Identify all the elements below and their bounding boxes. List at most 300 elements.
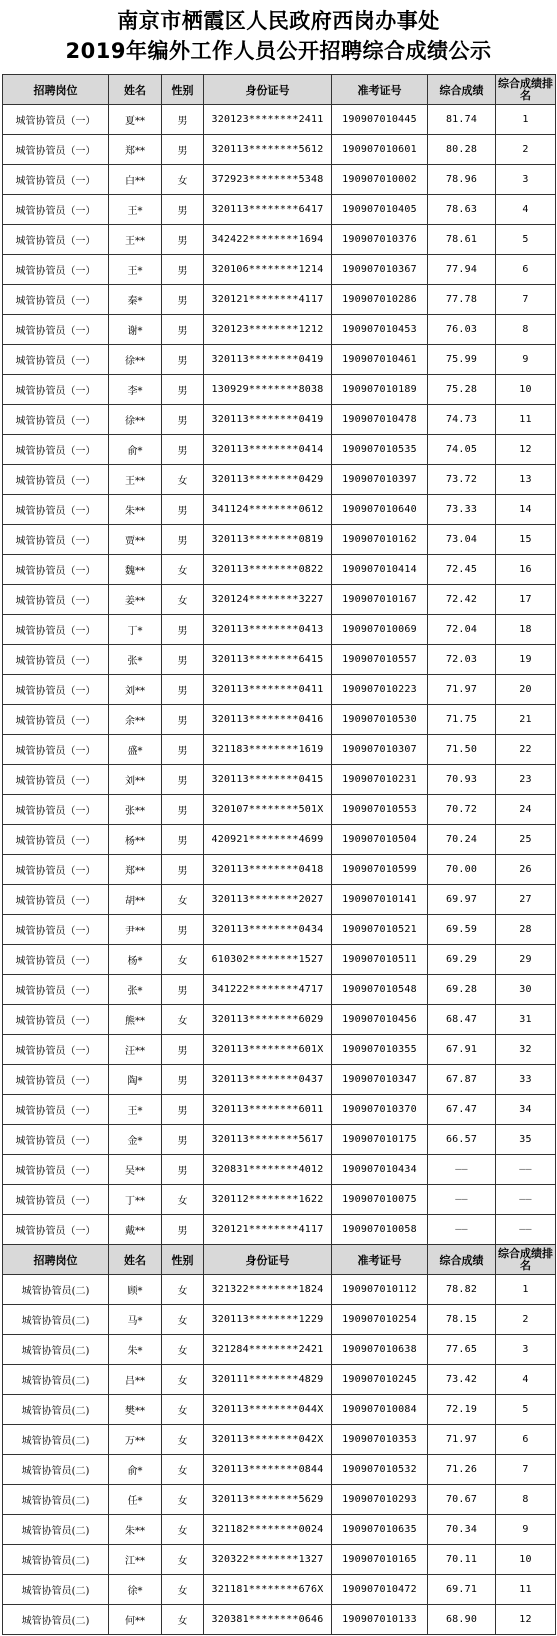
cell-score: 69.71	[428, 1575, 496, 1605]
table-row	[3, 645, 556, 675]
cell-position: 城管协管员（一）	[3, 225, 109, 255]
cell-rank: 34	[496, 1095, 556, 1125]
cell-score: 73.04	[428, 525, 496, 555]
cell-rank: 8	[496, 315, 556, 345]
cell-position: 城管协管员（一）	[3, 465, 109, 495]
cell-rank: 8	[496, 1485, 556, 1515]
cell-ticket-number: 190907010167	[332, 585, 428, 615]
cell-position: 城管协管员（一）	[3, 645, 109, 675]
cell-id-number: 320113********6011	[204, 1095, 332, 1125]
cell-name: 杨**	[109, 825, 162, 855]
cell-name: 郑**	[109, 855, 162, 885]
cell-ticket-number: 190907010640	[332, 495, 428, 525]
cell-name: 江**	[109, 1545, 162, 1575]
cell-rank: 12	[496, 1605, 556, 1635]
cell-id-number: 320113********0434	[204, 915, 332, 945]
cell-position: 城管协管员（一）	[3, 435, 109, 465]
cell-gender: 男	[162, 735, 204, 765]
cell-rank: 26	[496, 855, 556, 885]
cell-rank: 14	[496, 495, 556, 525]
cell-ticket-number: 190907010165	[332, 1545, 428, 1575]
table-row	[3, 915, 556, 945]
cell-name: 金*	[109, 1125, 162, 1155]
table-row	[3, 855, 556, 885]
cell-gender: 女	[162, 1275, 204, 1305]
cell-name: 刘**	[109, 765, 162, 795]
cell-rank: 6	[496, 1425, 556, 1455]
cell-id-number: 320113********6029	[204, 1005, 332, 1035]
cell-position: 城管协管员（一）	[3, 1005, 109, 1035]
cell-position: 城管协管员（一）	[3, 315, 109, 345]
cell-name: 夏**	[109, 105, 162, 135]
cell-name: 何**	[109, 1605, 162, 1635]
cell-position: 城管协管员（一）	[3, 825, 109, 855]
cell-position: 城管协管员（一）	[3, 555, 109, 585]
cell-score: 71.97	[428, 675, 496, 705]
cell-gender: 男	[162, 525, 204, 555]
table-row	[3, 1305, 556, 1335]
cell-rank: 2	[496, 1305, 556, 1335]
table-row	[3, 1215, 556, 1245]
cell-name: 姜**	[109, 585, 162, 615]
cell-gender: 男	[162, 795, 204, 825]
cell-gender: 女	[162, 885, 204, 915]
cell-score: 70.67	[428, 1485, 496, 1515]
table-header-row	[3, 75, 556, 105]
cell-position: 城管协管员(二)	[3, 1365, 109, 1395]
cell-ticket-number: 190907010231	[332, 765, 428, 795]
cell-score: 67.87	[428, 1065, 496, 1095]
table-row	[3, 735, 556, 765]
cell-gender: 男	[162, 855, 204, 885]
cell-rank: 12	[496, 435, 556, 465]
cell-id-number: 320121********4117	[204, 1215, 332, 1245]
cell-gender: 男	[162, 315, 204, 345]
cell-score: 71.75	[428, 705, 496, 735]
cell-position: 城管协管员（一）	[3, 1215, 109, 1245]
cell-position: 城管协管员(二)	[3, 1335, 109, 1365]
cell-position: 城管协管员(二)	[3, 1485, 109, 1515]
table-row	[3, 525, 556, 555]
results-table	[2, 74, 556, 1635]
cell-rank: 29	[496, 945, 556, 975]
cell-position: 城管协管员（一）	[3, 375, 109, 405]
cell-rank: 13	[496, 465, 556, 495]
table-header-row	[3, 1245, 556, 1275]
cell-rank: 25	[496, 825, 556, 855]
cell-position: 城管协管员（一）	[3, 1095, 109, 1125]
table-row	[3, 165, 556, 195]
cell-gender: 男	[162, 435, 204, 465]
cell-ticket-number: 190907010353	[332, 1425, 428, 1455]
cell-id-number: 320831********4012	[204, 1155, 332, 1185]
cell-score: 81.74	[428, 105, 496, 135]
cell-position: 城管协管员(二)	[3, 1395, 109, 1425]
cell-score: 70.24	[428, 825, 496, 855]
cell-score: 72.45	[428, 555, 496, 585]
cell-rank: 23	[496, 765, 556, 795]
table-row	[3, 675, 556, 705]
cell-score: 70.00	[428, 855, 496, 885]
table-row	[3, 885, 556, 915]
table-row	[3, 1335, 556, 1365]
cell-id-number: 320113********601X	[204, 1035, 332, 1065]
cell-rank: 22	[496, 735, 556, 765]
cell-ticket-number: 190907010511	[332, 945, 428, 975]
cell-rank: 35	[496, 1125, 556, 1155]
column-header-gender: 性别	[162, 75, 204, 105]
cell-position: 城管协管员（一）	[3, 675, 109, 705]
cell-score: 72.19	[428, 1395, 496, 1425]
cell-name: 张*	[109, 975, 162, 1005]
cell-position: 城管协管员（一）	[3, 735, 109, 765]
cell-id-number: 321182********0024	[204, 1515, 332, 1545]
cell-score: 70.11	[428, 1545, 496, 1575]
cell-id-number: 320322********1327	[204, 1545, 332, 1575]
table-row	[3, 945, 556, 975]
cell-rank: 19	[496, 645, 556, 675]
cell-name: 樊**	[109, 1395, 162, 1425]
cell-name: 郑**	[109, 135, 162, 165]
cell-rank: 4	[496, 195, 556, 225]
cell-name: 李*	[109, 375, 162, 405]
cell-rank: 32	[496, 1035, 556, 1065]
column-header-rank: 综合成绩排名	[496, 1245, 556, 1275]
cell-position: 城管协管员（一）	[3, 405, 109, 435]
cell-rank: ——	[496, 1155, 556, 1185]
cell-score: 76.03	[428, 315, 496, 345]
cell-ticket-number: 190907010530	[332, 705, 428, 735]
cell-rank: 11	[496, 405, 556, 435]
cell-name: 尹**	[109, 915, 162, 945]
cell-id-number: 320381********0646	[204, 1605, 332, 1635]
cell-name: 马*	[109, 1305, 162, 1335]
cell-ticket-number: 190907010075	[332, 1185, 428, 1215]
cell-rank: 15	[496, 525, 556, 555]
cell-name: 丁**	[109, 1185, 162, 1215]
cell-position: 城管协管员（一）	[3, 765, 109, 795]
cell-id-number: 341124********0612	[204, 495, 332, 525]
table-row	[3, 585, 556, 615]
cell-name: 万**	[109, 1425, 162, 1455]
table-row	[3, 225, 556, 255]
cell-score: 77.94	[428, 255, 496, 285]
table-row	[3, 1035, 556, 1065]
cell-rank: 5	[496, 225, 556, 255]
cell-score: 69.29	[428, 945, 496, 975]
cell-position: 城管协管员（一）	[3, 525, 109, 555]
cell-ticket-number: 190907010133	[332, 1605, 428, 1635]
cell-ticket-number: 190907010254	[332, 1305, 428, 1335]
cell-id-number: 320111********4829	[204, 1365, 332, 1395]
cell-name: 杨*	[109, 945, 162, 975]
table-row	[3, 795, 556, 825]
cell-position: 城管协管员（一）	[3, 495, 109, 525]
cell-gender: 女	[162, 1455, 204, 1485]
cell-ticket-number: 190907010535	[332, 435, 428, 465]
cell-ticket-number: 190907010434	[332, 1155, 428, 1185]
cell-gender: 男	[162, 1035, 204, 1065]
cell-id-number: 320113********5629	[204, 1485, 332, 1515]
cell-id-number: 320113********0413	[204, 615, 332, 645]
cell-gender: 女	[162, 1425, 204, 1455]
cell-ticket-number: 190907010601	[332, 135, 428, 165]
cell-gender: 男	[162, 675, 204, 705]
cell-ticket-number: 190907010445	[332, 105, 428, 135]
cell-name: 丁*	[109, 615, 162, 645]
cell-score: 73.33	[428, 495, 496, 525]
cell-id-number: 320113********0429	[204, 465, 332, 495]
table-row	[3, 1455, 556, 1485]
table-row	[3, 1095, 556, 1125]
cell-ticket-number: 190907010414	[332, 555, 428, 585]
cell-rank: 9	[496, 345, 556, 375]
cell-gender: 男	[162, 615, 204, 645]
cell-rank: 9	[496, 1515, 556, 1545]
table-row	[3, 105, 556, 135]
cell-id-number: 130929********8038	[204, 375, 332, 405]
cell-ticket-number: 190907010532	[332, 1455, 428, 1485]
cell-name: 贾**	[109, 525, 162, 555]
cell-name: 俞*	[109, 1455, 162, 1485]
cell-gender: 男	[162, 1155, 204, 1185]
cell-position: 城管协管员（一）	[3, 135, 109, 165]
cell-score: 69.28	[428, 975, 496, 1005]
cell-position: 城管协管员（一）	[3, 165, 109, 195]
column-header-name: 姓名	[109, 75, 162, 105]
cell-id-number: 320113********1229	[204, 1305, 332, 1335]
cell-gender: 男	[162, 495, 204, 525]
cell-name: 吴**	[109, 1155, 162, 1185]
cell-score: ——	[428, 1155, 496, 1185]
table-row	[3, 1515, 556, 1545]
cell-ticket-number: 190907010307	[332, 735, 428, 765]
table-row	[3, 1065, 556, 1095]
cell-name: 王*	[109, 1095, 162, 1125]
table-row	[3, 825, 556, 855]
table-row	[3, 1155, 556, 1185]
table-row	[3, 1485, 556, 1515]
cell-gender: 男	[162, 1065, 204, 1095]
cell-score: 68.47	[428, 1005, 496, 1035]
cell-id-number: 320113********044X	[204, 1395, 332, 1425]
cell-position: 城管协管员（一）	[3, 585, 109, 615]
page-title: 南京市栖霞区人民政府西岗办事处	[117, 9, 440, 33]
cell-id-number: 320113********0415	[204, 765, 332, 795]
table-row	[3, 255, 556, 285]
cell-score: ——	[428, 1185, 496, 1215]
table-row	[3, 315, 556, 345]
cell-name: 王*	[109, 195, 162, 225]
cell-gender: 女	[162, 1305, 204, 1335]
cell-name: 熊**	[109, 1005, 162, 1035]
table-row	[3, 1125, 556, 1155]
cell-rank: 7	[496, 285, 556, 315]
cell-ticket-number: 190907010504	[332, 825, 428, 855]
cell-position: 城管协管员（一）	[3, 195, 109, 225]
cell-name: 徐**	[109, 405, 162, 435]
cell-name: 谢*	[109, 315, 162, 345]
cell-id-number: 320113********2027	[204, 885, 332, 915]
cell-id-number: 341222********4717	[204, 975, 332, 1005]
cell-rank: 10	[496, 375, 556, 405]
table-row	[3, 375, 556, 405]
cell-ticket-number: 190907010058	[332, 1215, 428, 1245]
cell-position: 城管协管员（一）	[3, 855, 109, 885]
cell-score: 74.73	[428, 405, 496, 435]
cell-name: 魏**	[109, 555, 162, 585]
title-block	[0, 0, 557, 74]
cell-position: 城管协管员(二)	[3, 1305, 109, 1335]
cell-id-number: 320123********1212	[204, 315, 332, 345]
column-header-id-number: 身份证号	[204, 1245, 332, 1275]
cell-position: 城管协管员(二)	[3, 1545, 109, 1575]
cell-score: 69.97	[428, 885, 496, 915]
table-row	[3, 195, 556, 225]
table-row	[3, 615, 556, 645]
cell-gender: 男	[162, 195, 204, 225]
cell-id-number: 320107********501X	[204, 795, 332, 825]
cell-score: 78.82	[428, 1275, 496, 1305]
cell-position: 城管协管员(二)	[3, 1515, 109, 1545]
cell-id-number: 320113********0416	[204, 705, 332, 735]
cell-ticket-number: 190907010084	[332, 1395, 428, 1425]
cell-id-number: 320113********5612	[204, 135, 332, 165]
cell-name: 陶*	[109, 1065, 162, 1095]
table-row	[3, 1275, 556, 1305]
table-row	[3, 1395, 556, 1425]
cell-name: 张*	[109, 645, 162, 675]
cell-score: 73.42	[428, 1365, 496, 1395]
cell-rank: 28	[496, 915, 556, 945]
cell-ticket-number: 190907010405	[332, 195, 428, 225]
cell-id-number: 320124********3227	[204, 585, 332, 615]
cell-gender: 男	[162, 135, 204, 165]
table-row	[3, 555, 556, 585]
cell-name: 秦*	[109, 285, 162, 315]
cell-ticket-number: 190907010478	[332, 405, 428, 435]
cell-ticket-number: 190907010367	[332, 255, 428, 285]
cell-ticket-number: 190907010461	[332, 345, 428, 375]
cell-score: 73.72	[428, 465, 496, 495]
cell-id-number: 321284********2421	[204, 1335, 332, 1365]
column-header-score: 综合成绩	[428, 75, 496, 105]
cell-gender: 男	[162, 405, 204, 435]
cell-position: 城管协管员（一）	[3, 1065, 109, 1095]
cell-ticket-number: 190907010521	[332, 915, 428, 945]
cell-position: 城管协管员（一）	[3, 1125, 109, 1155]
cell-name: 汪**	[109, 1035, 162, 1065]
cell-id-number: 320113********0418	[204, 855, 332, 885]
cell-score: 70.93	[428, 765, 496, 795]
cell-name: 朱**	[109, 1515, 162, 1545]
cell-position: 城管协管员（一）	[3, 705, 109, 735]
cell-gender: 女	[162, 465, 204, 495]
cell-gender: 男	[162, 645, 204, 675]
cell-rank: 24	[496, 795, 556, 825]
column-header-ticket-number: 准考证号	[332, 1245, 428, 1275]
cell-name: 吕**	[109, 1365, 162, 1395]
cell-name: 俞*	[109, 435, 162, 465]
column-header-score: 综合成绩	[428, 1245, 496, 1275]
cell-name: 白**	[109, 165, 162, 195]
cell-score: 80.28	[428, 135, 496, 165]
cell-ticket-number: 190907010347	[332, 1065, 428, 1095]
cell-rank: 20	[496, 675, 556, 705]
cell-ticket-number: 190907010286	[332, 285, 428, 315]
column-header-id-number: 身份证号	[204, 75, 332, 105]
cell-rank: 11	[496, 1575, 556, 1605]
cell-gender: 男	[162, 1215, 204, 1245]
cell-score: 71.26	[428, 1455, 496, 1485]
cell-id-number: 320113********0419	[204, 345, 332, 375]
table-row	[3, 495, 556, 525]
cell-name: 王**	[109, 465, 162, 495]
cell-id-number: 320106********1214	[204, 255, 332, 285]
cell-rank: 3	[496, 165, 556, 195]
cell-rank: 21	[496, 705, 556, 735]
cell-ticket-number: 190907010599	[332, 855, 428, 885]
cell-position: 城管协管员（一）	[3, 975, 109, 1005]
cell-ticket-number: 190907010162	[332, 525, 428, 555]
cell-position: 城管协管员（一）	[3, 615, 109, 645]
cell-score: 78.15	[428, 1305, 496, 1335]
cell-score: 75.28	[428, 375, 496, 405]
cell-score: 70.72	[428, 795, 496, 825]
table-row	[3, 1005, 556, 1035]
cell-gender: 男	[162, 915, 204, 945]
cell-ticket-number: 190907010223	[332, 675, 428, 705]
cell-name: 王**	[109, 225, 162, 255]
cell-id-number: 321322********1824	[204, 1275, 332, 1305]
page-subtitle: 2019年编外工作人员公开招聘综合成绩公示	[65, 39, 492, 63]
cell-rank: 17	[496, 585, 556, 615]
table-row	[3, 1185, 556, 1215]
cell-gender: 女	[162, 1365, 204, 1395]
cell-name: 徐**	[109, 345, 162, 375]
cell-id-number: 320113********5617	[204, 1125, 332, 1155]
column-header-rank: 综合成绩排名	[496, 75, 556, 105]
cell-name: 徐*	[109, 1575, 162, 1605]
cell-rank: 10	[496, 1545, 556, 1575]
cell-ticket-number: 190907010397	[332, 465, 428, 495]
table-row	[3, 345, 556, 375]
table-row	[3, 1605, 556, 1635]
cell-id-number: 320113********0437	[204, 1065, 332, 1095]
cell-gender: 女	[162, 1395, 204, 1425]
cell-rank: 4	[496, 1365, 556, 1395]
cell-score: 67.91	[428, 1035, 496, 1065]
cell-rank: 5	[496, 1395, 556, 1425]
table-row	[3, 465, 556, 495]
cell-rank: 2	[496, 135, 556, 165]
cell-position: 城管协管员(二)	[3, 1275, 109, 1305]
cell-name: 戴**	[109, 1215, 162, 1245]
table-row	[3, 705, 556, 735]
cell-ticket-number: 190907010175	[332, 1125, 428, 1155]
cell-position: 城管协管员（一）	[3, 915, 109, 945]
cell-gender: 女	[162, 165, 204, 195]
cell-name: 张**	[109, 795, 162, 825]
results-table-body	[3, 75, 556, 1635]
cell-rank: 1	[496, 105, 556, 135]
cell-id-number: 372923********5348	[204, 165, 332, 195]
cell-rank: 6	[496, 255, 556, 285]
cell-ticket-number: 190907010069	[332, 615, 428, 645]
cell-id-number: 320113********0822	[204, 555, 332, 585]
cell-position: 城管协管员(二)	[3, 1575, 109, 1605]
cell-id-number: 320113********6415	[204, 645, 332, 675]
